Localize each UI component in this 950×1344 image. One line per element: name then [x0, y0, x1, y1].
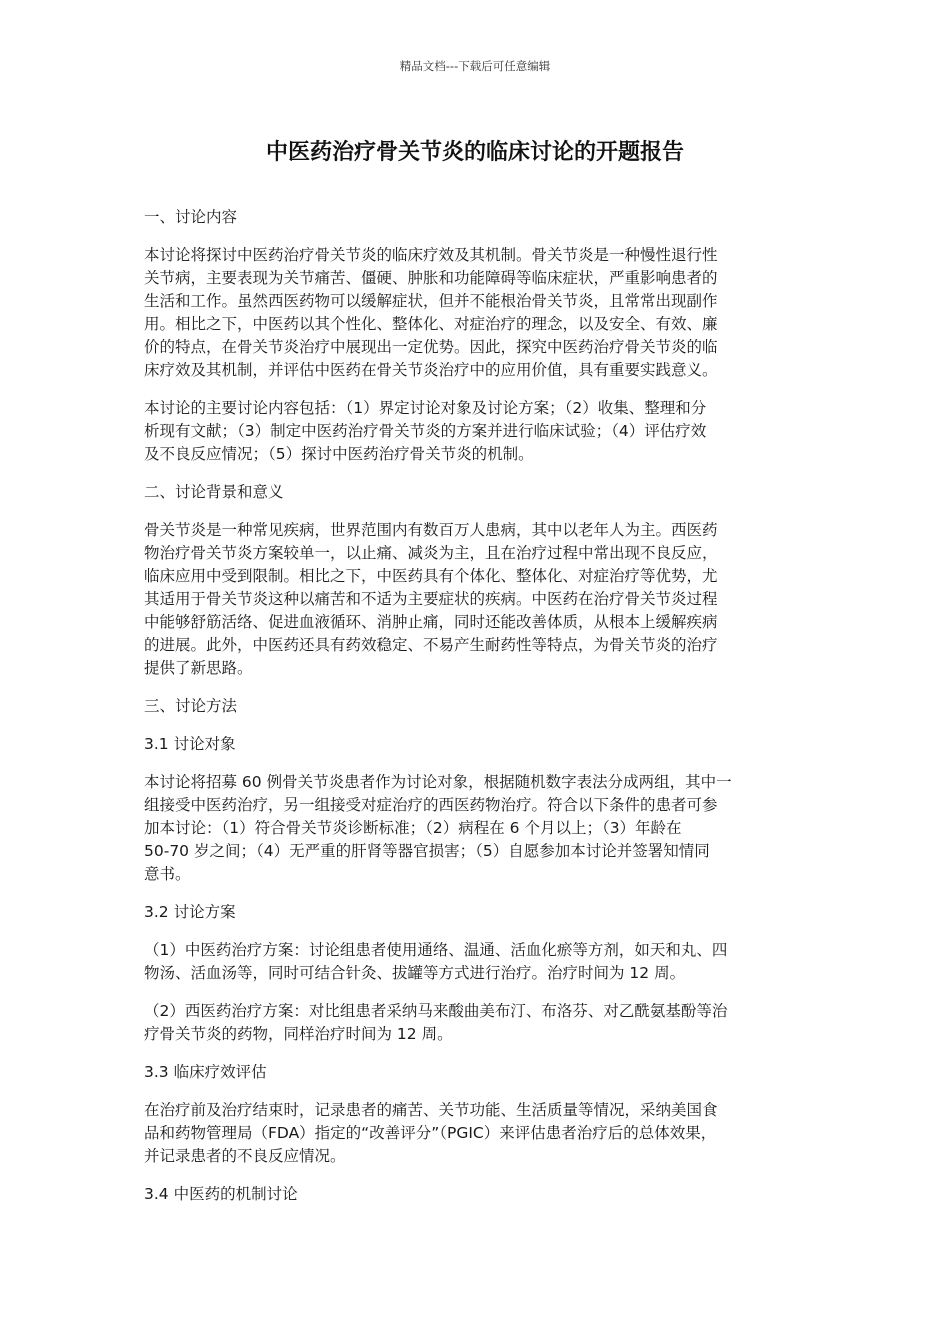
text-line: 临床应用中受到限制。相比之下，中医药具有个体化、整体化、对症治疗等优势，尤 — [144, 567, 718, 585]
text-line: 物治疗骨关节炎方案较单一，以止痛、减炎为主，且在治疗过程中常出现不良反应， — [144, 544, 718, 562]
header-note: 精品文档---下载后可任意编辑 — [399, 59, 551, 73]
text-line: 疗骨关节炎的药物，同样治疗时间为 12 周。 — [144, 1025, 453, 1043]
text-line: 及不良反应情况；（5）探讨中医药治疗骨关节炎的机制。 — [144, 445, 534, 463]
paragraph-research-items — [144, 397, 810, 466]
text-line: 生活和工作。虽然西医药物可以缓解症状，但并不能根治骨关节炎，且常常出现副作 — [144, 292, 718, 310]
text-line: 关节病，主要表现为关节痛苦、僵硬、肿胀和功能障碍等临床症状，严重影响患者的 — [144, 269, 718, 287]
subsection-heading-subjects: 3.1 讨论对象 — [144, 735, 236, 753]
text-line: 其适用于骨关节炎这种以痛苦和不适为主要症状的疾病。中医药在治疗骨关节炎过程 — [144, 590, 718, 608]
subsection-heading-mechanism: 3.4 中医药的机制讨论 — [144, 1185, 298, 1203]
text-line: 50-70 岁之间；（4）无严重的肝肾等器官损害；（5）自愿参加本讨论并签署知情同 — [144, 842, 710, 860]
text-line: 用。相比之下，中医药以其个性化、整体化、对症治疗的理念，以及安全、有效、廉 — [144, 315, 718, 333]
subsection-heading-evaluation: 3.3 临床疗效评估 — [144, 1063, 267, 1081]
section-heading-methods: 三、讨论方法 — [144, 697, 238, 715]
text-line: 的进展。此外，中医药还具有药效稳定、不易产生耐药性等特点，为骨关节炎的治疗 — [144, 636, 718, 654]
text-line: （1）中医药治疗方案：讨论组患者使用通络、温通、活血化瘀等方剂，如天和丸、四 — [144, 941, 728, 959]
text-line: 组接受中医药治疗，另一组接受对症治疗的西医药物治疗。符合以下条件的患者可参 — [144, 796, 718, 814]
text-line: 品和药物管理局（FDA）指定的“改善评分”（PGIC）来评估患者治疗后的总体效果， — [144, 1124, 717, 1142]
subsection-heading-plan: 3.2 讨论方案 — [144, 903, 236, 921]
paragraph-western-plan — [144, 1000, 810, 1046]
paragraph-subjects — [144, 771, 810, 886]
paragraph-background — [144, 519, 810, 680]
text-line: 骨关节炎是一种常见疾病，世界范围内有数百万人患病，其中以老年人为主。西医药 — [144, 521, 718, 539]
text-line: 提供了新思路。 — [144, 659, 253, 677]
page-title: 中医药治疗骨关节炎的临床讨论的开题报告 — [265, 140, 684, 165]
text-line: （2）西医药治疗方案：对比组患者采纳马来酸曲美布汀、布洛芬、对乙酰氨基酚等治 — [144, 1002, 728, 1020]
paragraph-tcm-plan — [144, 939, 810, 985]
section-heading-background: 二、讨论背景和意义 — [144, 483, 284, 501]
text-line: 本讨论将招募 60 例骨关节炎患者作为讨论对象，根据随机数字表法分成两组，其中一 — [144, 773, 732, 791]
section-heading-content: 一、讨论内容 — [144, 208, 238, 226]
document-body — [144, 206, 810, 1221]
text-line: 在治疗前及治疗结束时，记录患者的痛苦、关节功能、生活质量等情况，采纳美国食 — [144, 1101, 718, 1119]
text-line: 本讨论将探讨中医药治疗骨关节炎的临床疗效及其机制。骨关节炎是一种慢性退行性 — [144, 246, 718, 264]
text-line: 中能够舒筋活络、促进血液循环、消肿止痛，同时还能改善体质，从根本上缓解疾病 — [144, 613, 718, 631]
text-line: 析现有文献；（3）制定中医药治疗骨关节炎的方案并进行临床试验；（4）评估疗效 — [144, 422, 707, 440]
text-line: 本讨论的主要讨论内容包括：（1）界定讨论对象及讨论方案；（2）收集、整理和分 — [144, 399, 707, 417]
text-line: 并记录患者的不良反应情况。 — [144, 1147, 346, 1165]
paragraph-evaluation — [144, 1099, 810, 1168]
paragraph-research-overview — [144, 244, 810, 382]
text-line: 价的特点，在骨关节炎治疗中展现出一定优势。因此，探究中医药治疗骨关节炎的临 — [144, 338, 718, 356]
text-line: 意书。 — [144, 865, 191, 883]
text-line: 加本讨论：（1）符合骨关节炎诊断标准；（2）病程在 6 个月以上；（3）年龄在 — [144, 819, 682, 837]
text-line: 床疗效及其机制，并评估中医药在骨关节炎治疗中的应用价值，具有重要实践意义。 — [144, 361, 718, 379]
text-line: 物汤、活血汤等，同时可结合针灸、拔罐等方式进行治疗。治疗时间为 12 周。 — [144, 964, 686, 982]
